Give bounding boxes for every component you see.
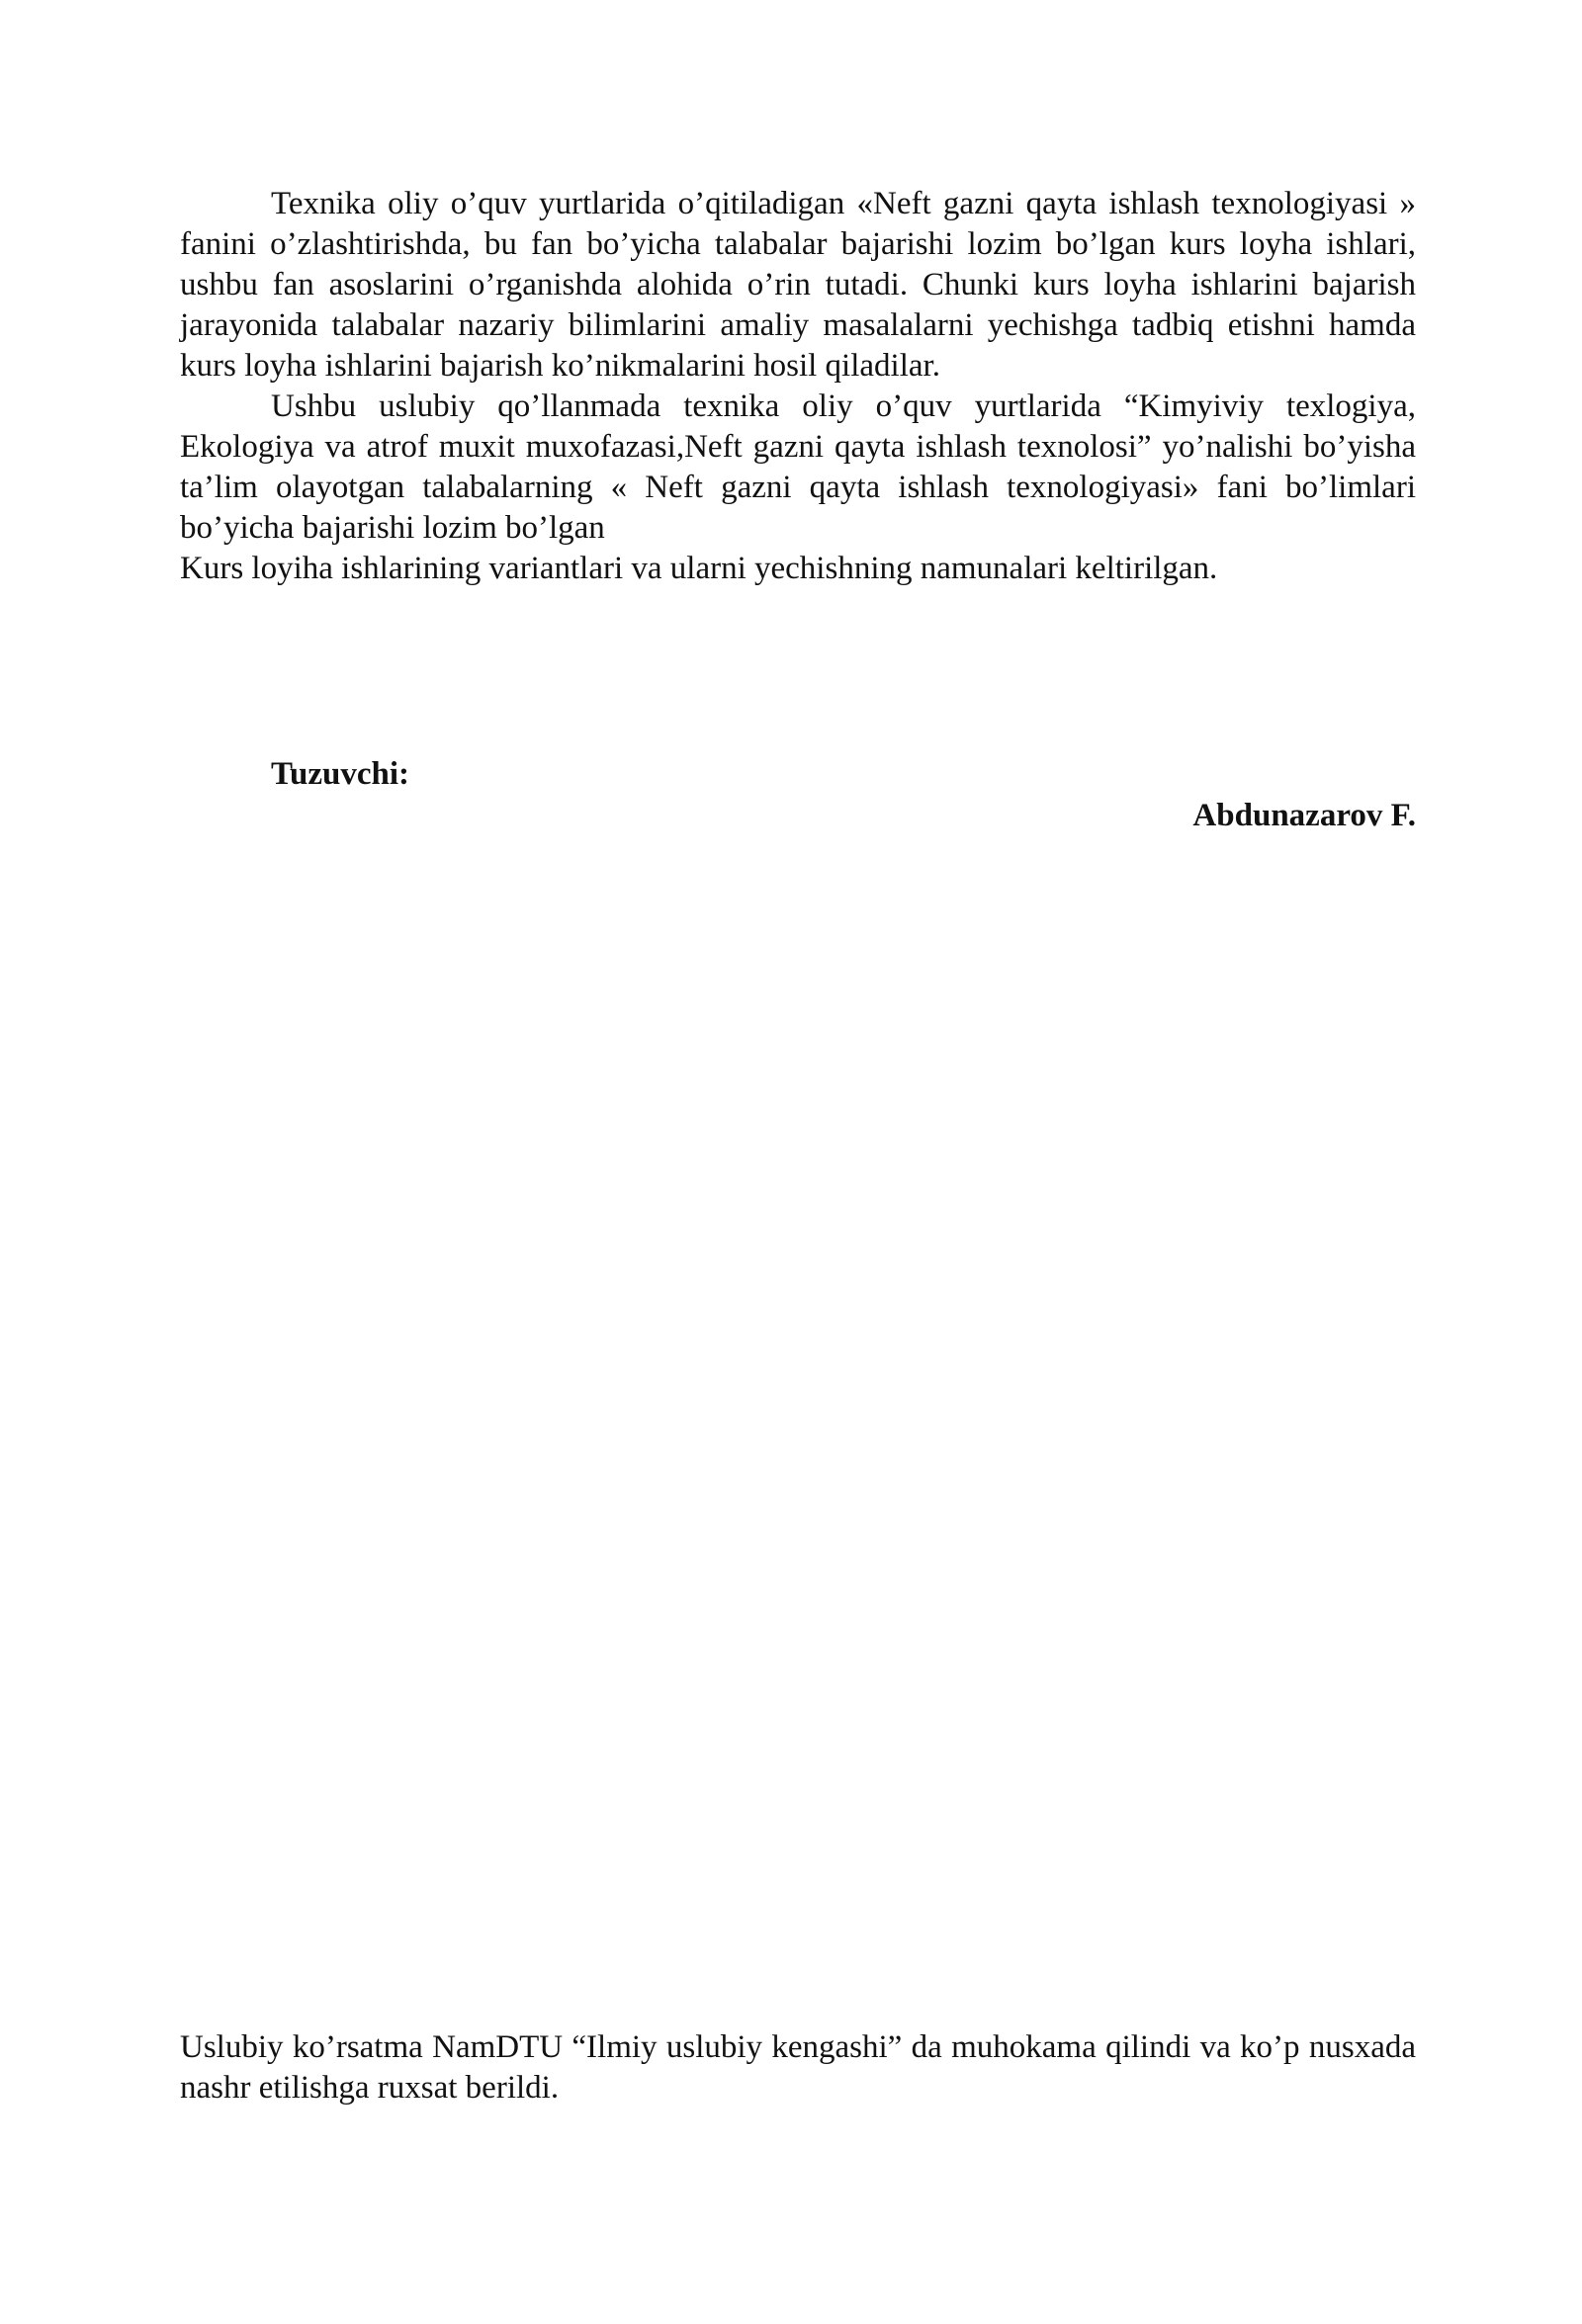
intro-paragraph-2: Ushbu uslubiy qo’llanmada texnika oliy o’quv yurtlarida “Kimyiviy texlogiya, Ekologiya va atrof muxit muxofazasi,Neft gazni qayta ishlash texnolosi” yo’nalishi bo’yisha ta’lim olayotgan talabalarning « Neft gazni qayta ishlash texnologiyasi» fani bo’limlari bo’yicha bajarishi lozim bo’lgan <box>180 388 1416 546</box>
intro-paragraph-1: Texnika oliy o’quv yurtlarida o’qitiladigan «Neft gazni qayta ishlash texnologiyasi » fanini o’zlashtirishda, bu fan bo’yicha talabalar bajarishi lozim bo’lgan kurs loyha ishlari, ushbu fan asoslarini o’rganishda alohida o’rin tutadi. Chunki kurs loyha ishlarini bajarish jarayonida talabalar nazariy bilimlarini amaliy masalalarni yechishga tadbiq etishni hamda kurs loyha ishlarini bajarish ko’nikmalarini hosil qiladilar. <box>180 186 1416 384</box>
intro-text <box>180 184 1416 589</box>
intro-paragraph-3: Kurs loyiha ishlarining variantlari va ularni yechishning namunalari keltirilgan. <box>180 551 1218 586</box>
compiler-label: Tuzuvchi: <box>271 756 409 792</box>
author-name: Abdunazarov F. <box>1192 798 1416 833</box>
approval-note: Uslubiy ko’rsatma NamDTU “Ilmiy uslubiy kengashi” da muhokama qilindi va ko’p nusxada nashr etilishga ruxsat berildi. <box>180 2029 1416 2106</box>
